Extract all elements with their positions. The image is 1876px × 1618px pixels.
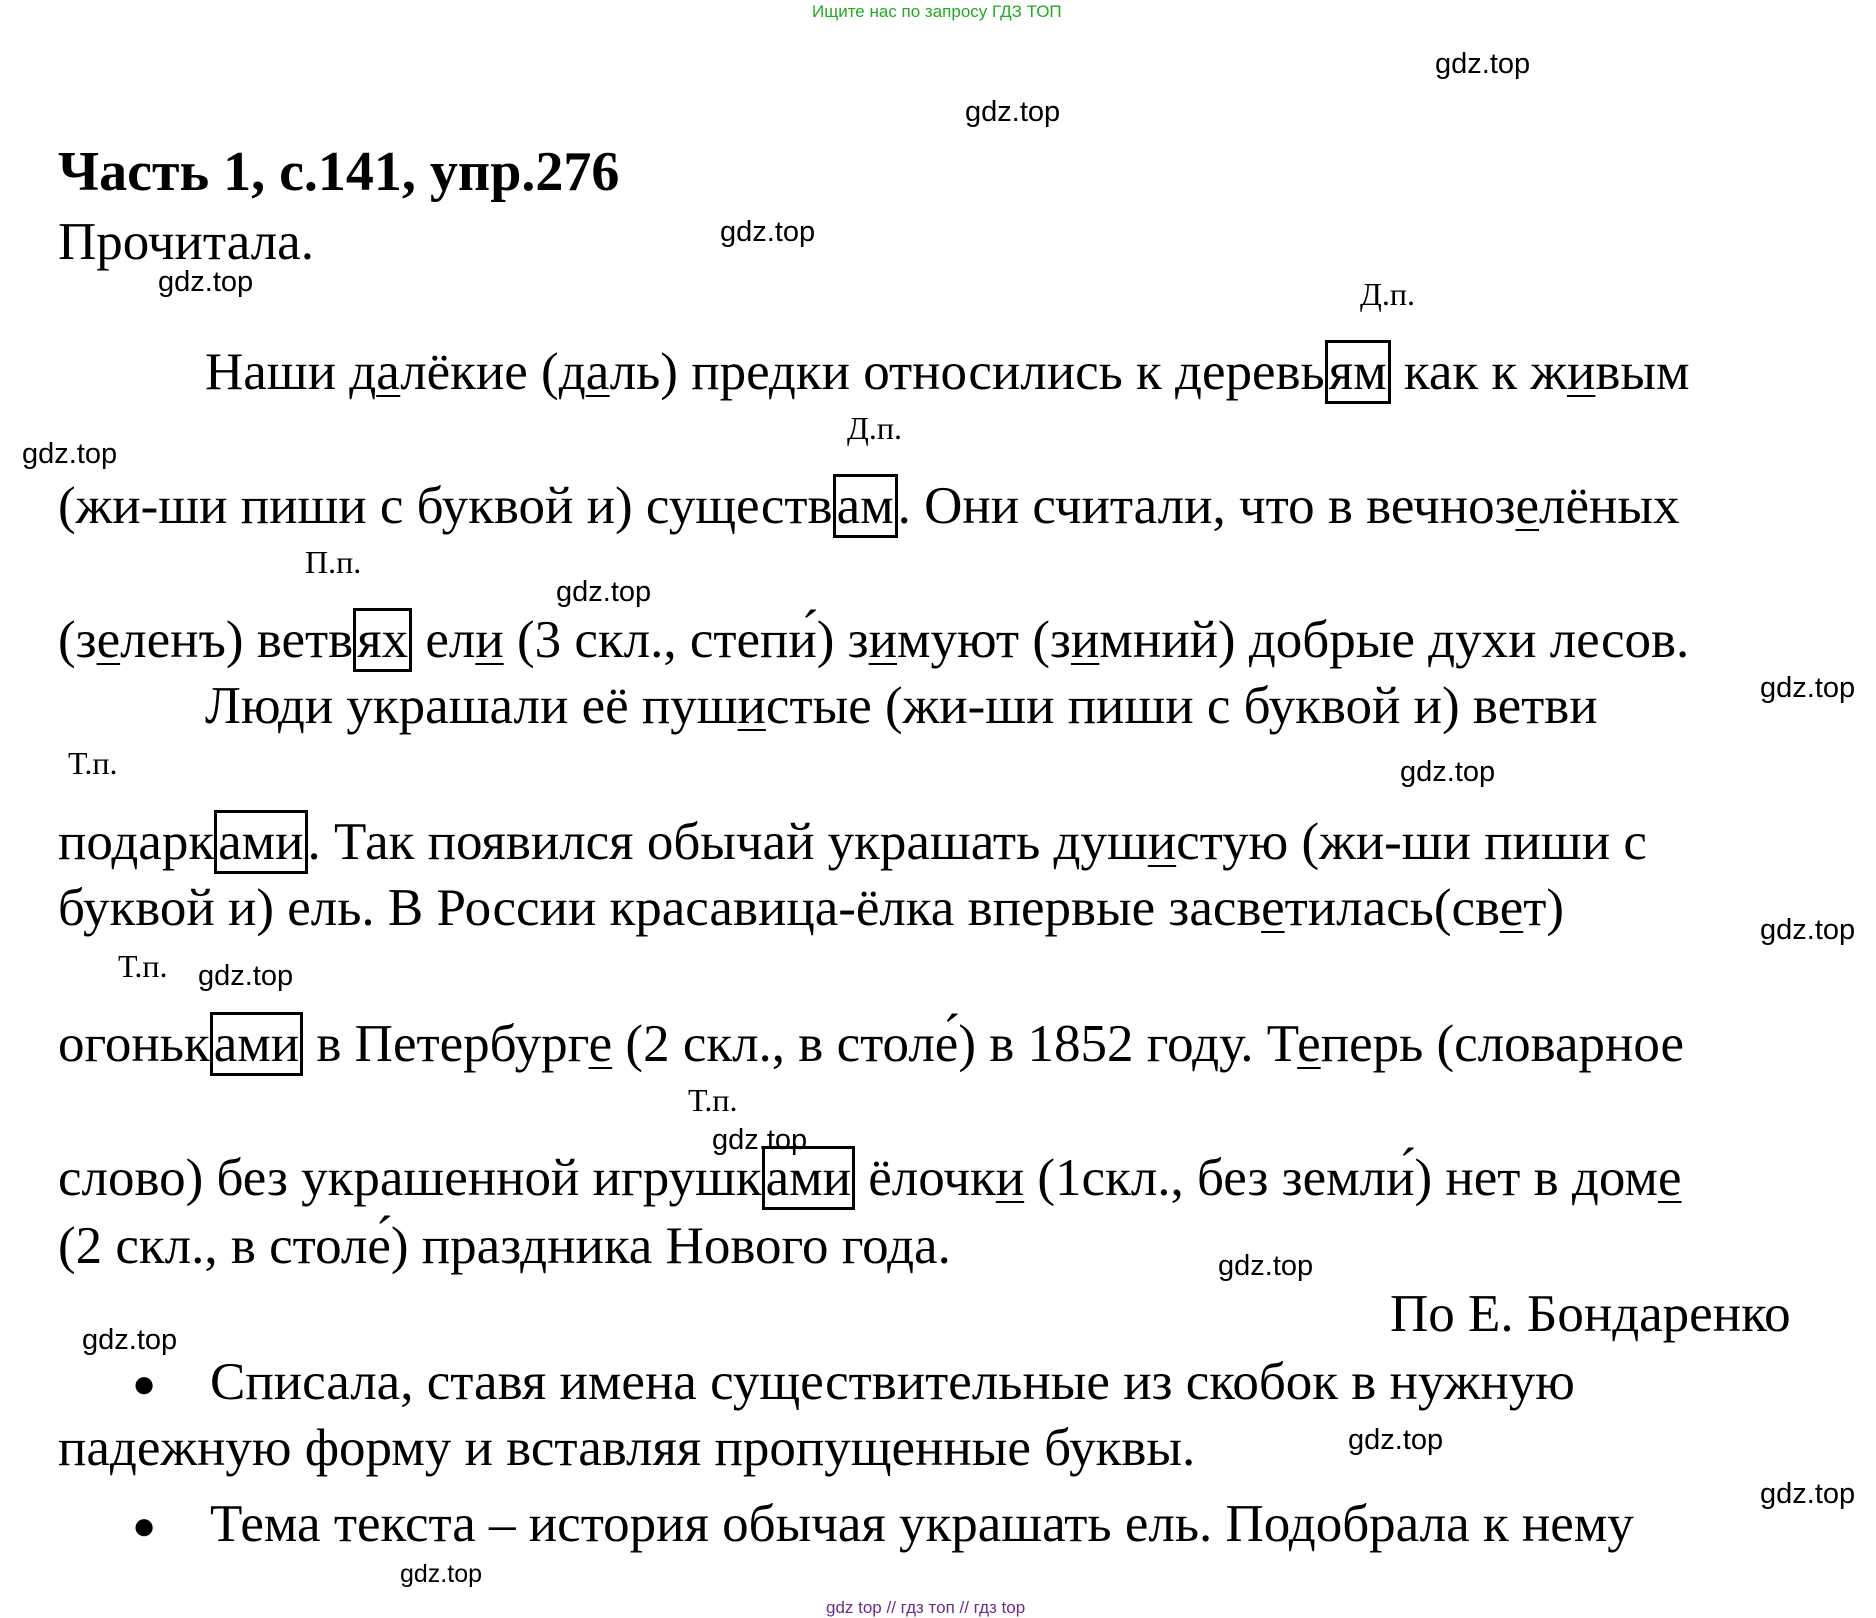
read-note: Прочитала. bbox=[58, 213, 314, 271]
text-line-1: Наши далёкие (даль) предки относились к деревьям как к живым bbox=[205, 340, 1690, 404]
page-title: Часть 1, с.141, упр.276 bbox=[58, 141, 620, 203]
ending-box: ам bbox=[833, 474, 898, 538]
text-line-8: слово) без украшенной игрушками ёлочки (1скл., без земли́) нет в доме bbox=[58, 1146, 1681, 1210]
ending-box: ям bbox=[1325, 340, 1391, 404]
watermark: gdz.top bbox=[1760, 914, 1856, 946]
watermark: gdz.top bbox=[158, 266, 254, 298]
bullet-1-line-1: Списала, ставя имена существительные из скобок в нужную bbox=[210, 1353, 1575, 1411]
watermark: gdz.top bbox=[198, 960, 294, 992]
bullet-1-line-2: падежную форму и вставляя пропущенные буквы. bbox=[58, 1419, 1196, 1477]
case-label: Т.п. bbox=[68, 745, 118, 781]
watermark: gdz.top bbox=[720, 216, 816, 248]
watermark: gdz.top bbox=[1218, 1250, 1314, 1282]
case-label: Т.п. bbox=[688, 1082, 738, 1118]
case-label: Т.п. bbox=[118, 948, 168, 984]
top-banner: Ищите нас по запросу ГДЗ ТОП bbox=[812, 2, 1062, 21]
bullet-icon: ● bbox=[132, 1361, 157, 1406]
watermark: gdz.top bbox=[712, 1124, 808, 1156]
case-label: Д.п. bbox=[847, 410, 902, 446]
watermark: gdz.top bbox=[1760, 1478, 1856, 1510]
text-line-9: (2 скл., в столе́) праздника Нового года. bbox=[58, 1217, 951, 1275]
ending-box: ях bbox=[353, 608, 412, 672]
watermark: gdz.top bbox=[22, 438, 118, 470]
ending-box: ами bbox=[762, 1146, 855, 1210]
watermark: gdz.top bbox=[1348, 1424, 1444, 1456]
watermark: gdz.top bbox=[82, 1324, 178, 1356]
text-line-4: Люди украшали её пушистые (жи-ши пиши с буквой и) ветви bbox=[205, 677, 1598, 735]
footer: gdz top // гдз топ // гдз top bbox=[826, 1598, 1026, 1617]
watermark: gdz.top bbox=[1400, 756, 1496, 788]
bullet-icon: ● bbox=[132, 1503, 157, 1548]
watermark: gdz.top bbox=[556, 576, 652, 608]
text-line-3: (зеленъ) ветвях ели (3 скл., степи́) зимуют (зимний) добрые духи лесов. bbox=[58, 608, 1689, 672]
text-line-7: огоньками в Петербурге (2 скл., в столе́) в 1852 году. Теперь (словарное bbox=[58, 1012, 1684, 1076]
case-label: П.п. bbox=[305, 544, 362, 580]
watermark: gdz.top bbox=[965, 96, 1061, 128]
watermark: gdz.top bbox=[1760, 672, 1856, 704]
watermark: gdz.top bbox=[1435, 48, 1531, 80]
bullet-2-line-1: Тема текста – история обычая украшать ель. Подобрала к нему bbox=[210, 1495, 1634, 1553]
case-label: Д.п. bbox=[1360, 276, 1415, 312]
author: По Е. Бондаренко bbox=[1390, 1285, 1791, 1343]
ending-box: ами bbox=[214, 810, 307, 874]
text-line-5: подарками. Так появился обычай украшать душистую (жи-ши пиши с bbox=[58, 810, 1647, 874]
text-line-2: (жи-ши пиши с буквой и) существам. Они считали, что в вечнозелёных bbox=[58, 474, 1679, 538]
watermark: gdz.top bbox=[400, 1560, 483, 1588]
text-line-6: буквой и) ель. В России красавица-ёлка впервые засветилась(свет) bbox=[58, 879, 1565, 937]
ending-box: ами bbox=[210, 1012, 303, 1076]
